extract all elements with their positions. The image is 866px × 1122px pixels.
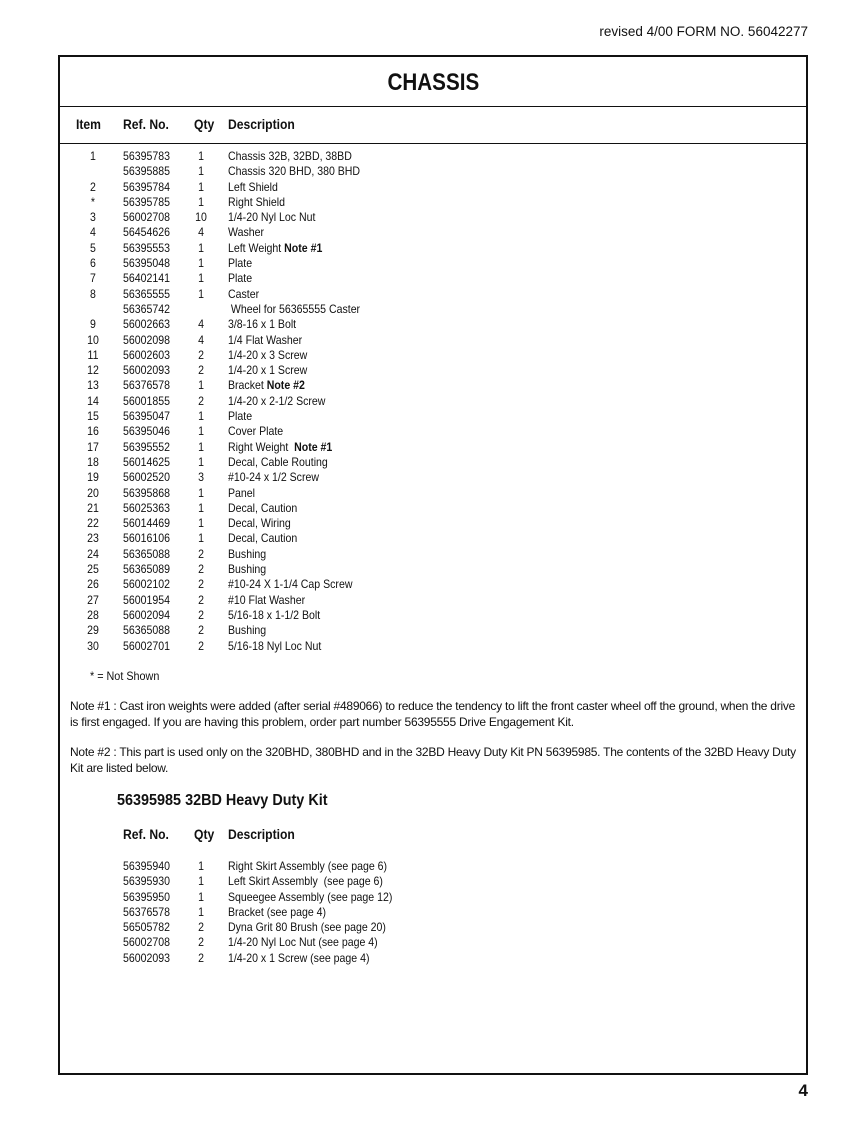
table-row [60,394,806,409]
description-text: #10-24 X 1-1/4 Cap Screw [228,577,353,592]
ref-number: 56395785 [123,194,170,209]
description [228,639,321,654]
description-text: 1/4-20 Nyl Loc Nut [228,210,316,225]
kit-quantity: 1 [198,889,204,904]
description [228,531,297,546]
description-text: Bushing [228,623,267,638]
quantity: 1 [198,164,204,179]
kit-description: Left Skirt Assembly (see page 6) [228,874,383,889]
description-text: Panel [228,485,256,500]
item-number: 15 [87,409,99,424]
kit-row [60,874,806,889]
note-reference: Note #2 [266,378,305,393]
kit-ref-number: 56002708 [123,935,170,950]
item-number: 18 [87,454,99,469]
item-number: 14 [87,393,99,408]
table-row [60,287,806,302]
table-row [60,577,806,592]
ref-number: 56365088 [123,623,170,638]
kit-quantity: 2 [198,920,204,935]
col-header-desc: Description [228,117,295,132]
ref-number: 56016106 [123,531,170,546]
quantity: 4 [198,225,204,240]
quantity: 1 [198,378,204,393]
description [228,333,302,348]
parts-table-header [60,107,806,144]
kit-description: 1/4-20 Nyl Loc Nut (see page 4) [228,935,378,950]
item-number: 6 [90,256,96,271]
description-text: Chassis 320 BHD, 380 BHD [228,164,361,179]
kit-row [60,920,806,935]
description [228,271,252,286]
description [228,547,266,562]
quantity: 3 [198,470,204,485]
description-text: Right Weight [228,439,295,454]
quantity: 1 [198,500,204,515]
description [228,516,291,531]
description [228,424,283,439]
description-text: Plate [228,256,253,271]
ref-number: 56002098 [123,332,170,347]
description [228,256,252,271]
note-2-text: Note #2 : This part is used only on the 320BHD, 380BHD and in the 32BD Heavy Duty Kit PN 56395985. The contents of the 32BD Heavy Duty Kit are listed below. [70,745,796,775]
quantity: 2 [198,393,204,408]
item-number: 13 [87,378,99,393]
description-text: Bracket [228,378,267,393]
kit-row [60,890,806,905]
note-reference: Note #1 [294,439,333,454]
ref-number: 56454626 [123,225,170,240]
description [228,195,285,210]
kit-ref-number: 56505782 [123,920,170,935]
kit-ref-number: 56395930 [123,874,170,889]
note-reference: Note #1 [284,240,323,255]
quantity: 4 [198,317,204,332]
item-number: 2 [90,179,96,194]
ref-number: 56014625 [123,454,170,469]
table-row [60,333,806,348]
description-text: 1/4-20 x 3 Screw [228,347,308,362]
ref-number: 56001855 [123,393,170,408]
quantity: 1 [198,454,204,469]
item-number: 19 [87,470,99,485]
page-number: 4 [798,1081,808,1100]
ref-number: 56002102 [123,577,170,592]
description-text: 1/4-20 x 1 Screw [228,363,308,378]
ref-number: 56002708 [123,210,170,225]
quantity: 1 [198,194,204,209]
quantity: 1 [198,485,204,500]
table-row [60,271,806,286]
description-text: Washer [228,225,264,240]
table-row [60,501,806,516]
description-text: 5/16-18 x 1-1/2 Bolt [228,607,321,622]
kit-quantity: 1 [198,874,204,889]
description [228,149,352,164]
ref-number: 56395784 [123,179,170,194]
item-number: 30 [87,638,99,653]
description-text: Decal, Caution [228,500,298,515]
ref-number: 56365089 [123,562,170,577]
kit-quantity: 2 [198,950,204,965]
not-shown-legend: * = Not Shown [90,669,160,683]
description-text: #10 Flat Washer [228,592,306,607]
quantity: 2 [198,592,204,607]
quantity: 2 [198,546,204,561]
description [228,164,360,179]
table-row [60,455,806,470]
kit-ref-number: 56395940 [123,859,170,873]
description-text: 5/16-18 Nyl Loc Nut [228,638,322,653]
kit-description: Right Skirt Assembly (see page 6) [228,859,388,873]
col-header-ref: Ref. No. [123,117,169,132]
description [228,608,320,623]
description [228,180,278,195]
ref-number: 56002603 [123,347,170,362]
quantity: 1 [198,439,204,454]
table-row [60,623,806,638]
ref-number: 56002663 [123,317,170,332]
quantity: 1 [198,424,204,439]
description-text: Bushing [228,546,267,561]
kit-description: Dyna Grit 80 Brush (see page 20) [228,920,386,935]
table-row [60,516,806,531]
item-number: 5 [90,240,96,255]
quantity: 1 [198,271,204,286]
note-1-text: Note #1 : Cast iron weights were added (after serial #489066) to reduce the tendency to lift the front caster wheel off the ground, when the drive is first engaged. If you are having this problem, order part number 56395555 Drive Engagement Kit. [70,699,796,729]
table-row [60,608,806,623]
quantity: 1 [198,179,204,194]
description-text: Right Shield [228,194,285,209]
ref-number: 56002094 [123,607,170,622]
description-text: Plate [228,409,253,424]
description-text: Chassis 32B, 32BD, 38BD [228,149,352,163]
table-row [60,470,806,485]
table-row [60,348,806,363]
quantity: 2 [198,363,204,378]
table-row [60,424,806,439]
description [228,577,352,592]
ref-number: 56395048 [123,256,170,271]
kit-col-header-desc: Description [228,827,295,842]
table-row [60,562,806,577]
description-text: Cover Plate [228,424,284,439]
description [228,623,266,638]
item-number: 22 [87,516,99,531]
kit-quantity: 1 [198,859,204,873]
table-row [60,317,806,332]
ref-number: 56395868 [123,485,170,500]
quantity: 2 [198,623,204,638]
kit-row [60,935,806,950]
description [228,486,255,501]
description [228,562,266,577]
table-row [60,302,806,317]
note-1 [70,698,798,730]
ref-number: 56376578 [123,378,170,393]
description-text: 1/4-20 x 2-1/2 Screw [228,393,326,408]
description [228,363,307,378]
item-number: * [90,194,96,209]
item-number: 27 [87,592,99,607]
ref-number: 56002520 [123,470,170,485]
ref-number: 56402141 [123,271,170,286]
table-row [60,531,806,546]
item-number: 26 [87,577,99,592]
description [228,348,307,363]
description-text: #10-24 x 1/2 Screw [228,470,319,485]
item-number: 21 [87,500,99,515]
parts-table-body [60,149,806,654]
description [228,317,296,332]
kit-ref-number: 56002093 [123,950,170,965]
ref-number: 56001954 [123,592,170,607]
description [228,225,264,240]
description [228,241,322,256]
kit-row [60,905,806,920]
description [228,440,332,455]
ref-number: 56365088 [123,546,170,561]
page-title: CHASSIS [387,69,479,96]
table-row [60,149,806,164]
table-row [60,225,806,240]
description-text: Decal, Caution [228,531,298,546]
table-row [60,256,806,271]
item-number: 8 [90,286,96,301]
ref-number: 56395783 [123,149,170,163]
kit-description: Bracket (see page 4) [228,904,327,919]
description [228,394,325,409]
kit-quantity: 1 [198,904,204,919]
description-text: Decal, Cable Routing [228,454,328,469]
table-row [60,440,806,455]
ref-number: 56025363 [123,500,170,515]
quantity: 1 [198,409,204,424]
ref-number: 56395047 [123,409,170,424]
kit-description: 1/4-20 x 1 Screw (see page 4) [228,950,370,965]
description-text: Left Weight [228,240,285,255]
item-number: 20 [87,485,99,500]
description [228,210,315,225]
description-text: Plate [228,271,253,286]
item-number: 12 [87,363,99,378]
quantity: 2 [198,562,204,577]
quantity: 1 [198,256,204,271]
quantity: 2 [198,638,204,653]
kit-table-body [60,859,806,966]
item-number: 16 [87,424,99,439]
ref-number: 56002701 [123,638,170,653]
table-row [60,378,806,393]
description [228,593,305,608]
description [228,455,328,470]
table-row [60,409,806,424]
table-row [60,180,806,195]
title-band [60,57,806,107]
kit-ref-number: 56376578 [123,904,170,919]
ref-number: 56395552 [123,439,170,454]
table-row [60,195,806,210]
quantity: 1 [198,531,204,546]
table-row [60,547,806,562]
col-header-item: Item [76,117,101,132]
kit-col-header-qty: Qty [194,827,215,842]
description [228,378,305,393]
description-text: 3/8-16 x 1 Bolt [228,317,297,332]
note-2 [70,744,798,776]
table-row [60,241,806,256]
description [228,470,319,485]
kit-title: 56395985 32BD Heavy Duty Kit [117,792,328,809]
quantity: 2 [198,607,204,622]
ref-number: 56395046 [123,424,170,439]
kit-row [60,859,806,874]
item-number: 29 [87,623,99,638]
description-text: Bushing [228,562,267,577]
kit-ref-number: 56395950 [123,889,170,904]
description-text: Caster [228,286,260,301]
item-number: 4 [90,225,96,240]
page-frame [58,55,808,1075]
ref-number: 56002093 [123,363,170,378]
ref-number: 56365555 [123,286,170,301]
description [228,287,259,302]
quantity: 2 [198,347,204,362]
ref-number: 56365742 [123,301,170,316]
quantity: 1 [198,149,204,163]
ref-number: 56395885 [123,164,170,179]
item-number: 9 [90,317,96,332]
item-number: 3 [90,210,96,225]
description-text: Decal, Wiring [228,516,291,531]
kit-description: Squeegee Assembly (see page 12) [228,889,393,904]
kit-row [60,951,806,966]
quantity: 1 [198,286,204,301]
item-number: 17 [87,439,99,454]
quantity: 1 [198,516,204,531]
table-row [60,210,806,225]
table-row [60,639,806,654]
quantity: 2 [198,577,204,592]
kit-table-header [60,827,806,847]
table-row [60,486,806,501]
col-header-qty: Qty [194,117,215,132]
description-text: Wheel for 56365555 Caster [228,301,361,316]
item-number: 23 [87,531,99,546]
table-row [60,164,806,179]
item-number: 25 [87,562,99,577]
description-text: 1/4 Flat Washer [228,332,303,347]
item-number: 1 [90,149,96,163]
table-row [60,593,806,608]
item-number: 10 [87,332,99,347]
item-number: 28 [87,607,99,622]
kit-col-header-ref: Ref. No. [123,827,169,842]
quantity: 4 [198,332,204,347]
form-revision-header: revised 4/00 FORM NO. 56042277 [599,24,808,39]
quantity: 1 [198,240,204,255]
quantity: 10 [195,210,207,225]
description [228,409,252,424]
item-number: 11 [87,347,99,362]
table-row [60,363,806,378]
ref-number: 56395553 [123,240,170,255]
item-number: 24 [87,546,99,561]
item-number: 7 [90,271,96,286]
ref-number: 56014469 [123,516,170,531]
kit-quantity: 2 [198,935,204,950]
description-text: Left Shield [228,179,278,194]
description [228,302,360,317]
description [228,501,297,516]
